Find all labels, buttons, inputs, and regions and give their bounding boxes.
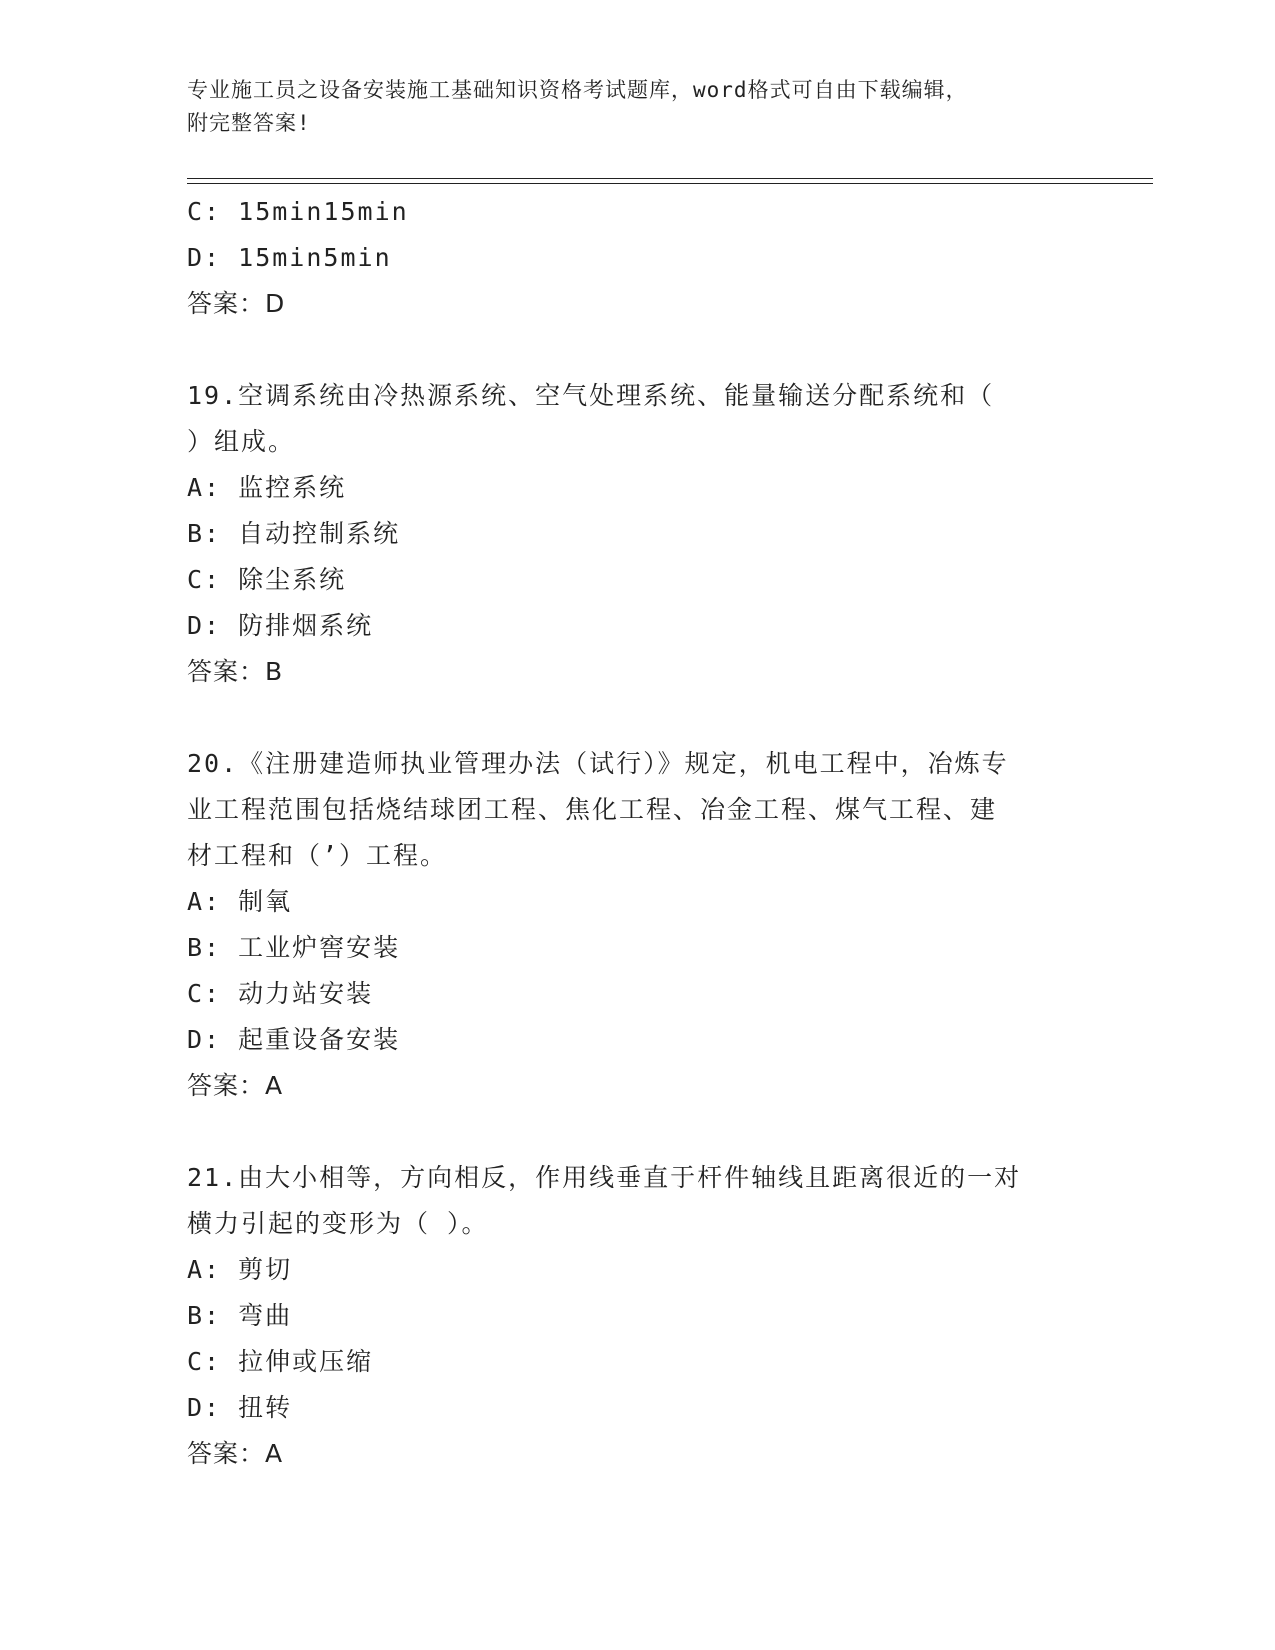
option-b: B: 弯曲	[187, 1301, 293, 1330]
question-19	[187, 373, 1087, 695]
option-c: C: 除尘系统	[187, 565, 347, 594]
option-c: C: 15min15min	[187, 197, 409, 226]
option-c: C: 拉伸或压缩	[187, 1347, 374, 1376]
question-20	[187, 741, 1087, 1109]
question-stem-line: 19.空调系统由冷热源系统、空气处理系统、能量输送分配系统和（	[187, 381, 995, 410]
question-stem-line: 20.《注册建造师执业管理办法（试行）》规定，机电工程中，冶炼专	[187, 749, 1009, 778]
question-stem-line: 横力引起的变形为（ ）。	[187, 1209, 489, 1238]
option-d: D: 防排烟系统	[187, 611, 374, 640]
question-21	[187, 1155, 1087, 1477]
option-a: A: 制氧	[187, 887, 293, 916]
question-content	[187, 189, 1087, 1477]
option-b: B: 自动控制系统	[187, 519, 401, 548]
question-stem-line: ）组成。	[187, 427, 296, 456]
option-c: C: 动力站安装	[187, 979, 374, 1008]
option-d: D: 起重设备安装	[187, 1025, 401, 1054]
header-line-2: 附完整答案!	[187, 111, 311, 135]
option-a: A: 剪切	[187, 1255, 293, 1284]
question-18-tail	[187, 189, 1087, 327]
answer-line: 答案：B	[187, 657, 284, 686]
option-d: D: 15min5min	[187, 243, 392, 272]
option-b: B: 工业炉窖安装	[187, 933, 401, 962]
question-stem-line: 21.由大小相等，方向相反，作用线垂直于杆件轴线且距离很近的一对	[187, 1163, 1022, 1192]
question-stem-line: 材工程和（’）工程。	[187, 841, 448, 870]
option-a: A: 监控系统	[187, 473, 347, 502]
option-d: D: 扭转	[187, 1393, 293, 1422]
answer-line: 答案：D	[187, 289, 286, 318]
header-line-1: 专业施工员之设备安装施工基础知识资格考试题库，word格式可自由下载编辑，	[187, 78, 968, 102]
answer-line: 答案：A	[187, 1071, 284, 1100]
header-divider-top	[187, 178, 1153, 179]
question-stem-line: 业工程范围包括烧结球团工程、焦化工程、冶金工程、煤气工程、建	[187, 795, 998, 824]
document-header	[187, 74, 1067, 140]
header-divider-bottom	[187, 183, 1153, 184]
answer-line: 答案：A	[187, 1439, 284, 1468]
